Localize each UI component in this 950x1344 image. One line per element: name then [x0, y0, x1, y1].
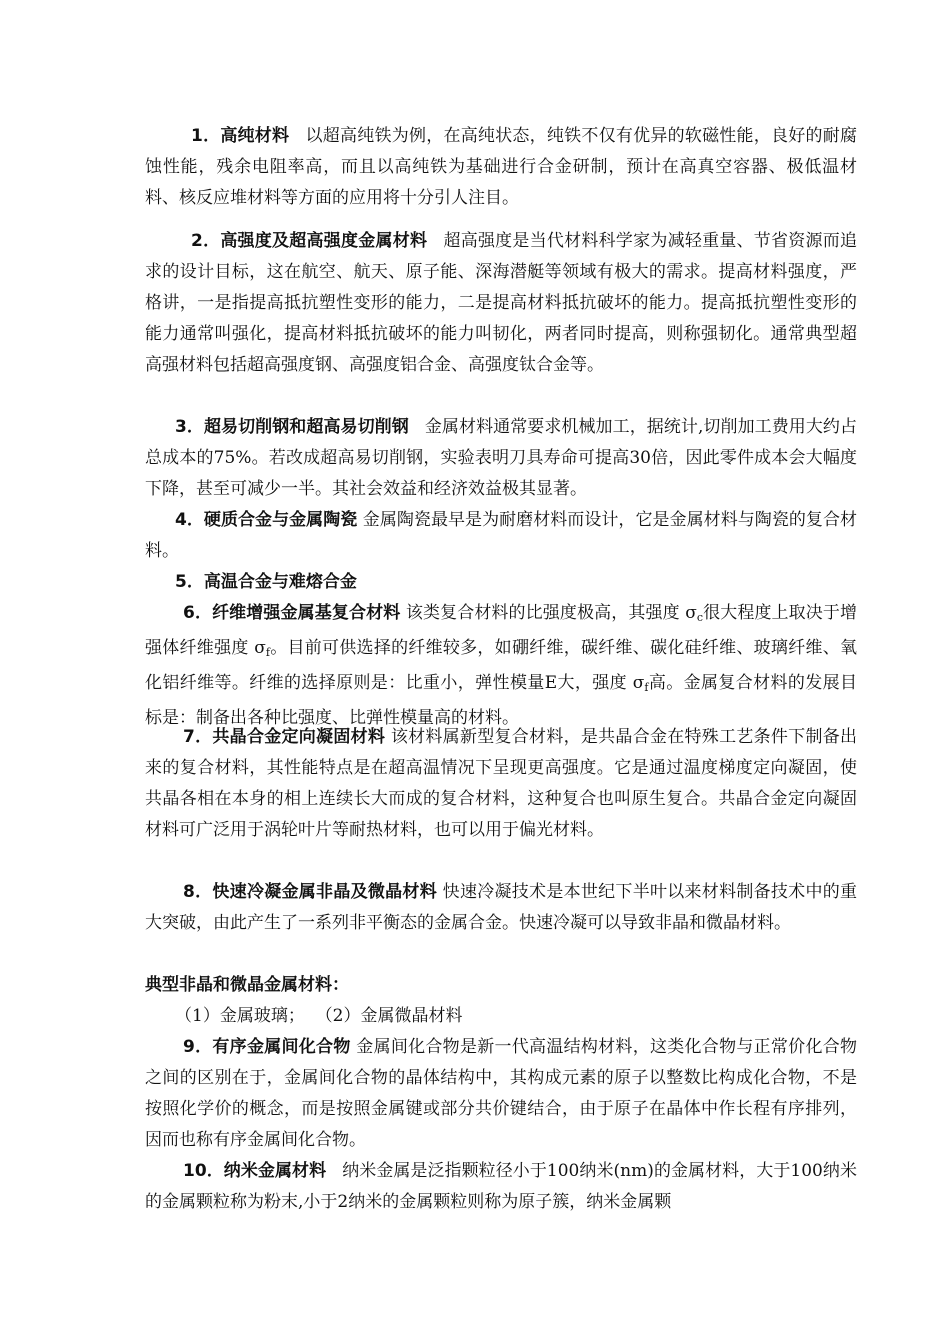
- section-6-body-a: 该类复合材料的比强度极高，其强度 σ: [405, 603, 697, 623]
- section-7-title: 共晶合金定向凝固材料: [212, 727, 386, 747]
- section-9-title: 有序金属间化合物: [212, 1037, 351, 1057]
- section-1-title: 高纯材料: [220, 126, 290, 146]
- section-4-number: 4．: [175, 510, 204, 530]
- section-6: [145, 598, 857, 734]
- section-10-title: 纳米金属材料: [223, 1161, 327, 1181]
- section-6-body-d: 高。金属复合材料的发展目标是：制备出各种比强度、比弹性模量高的材料。: [145, 673, 858, 728]
- section-5-number: 5．: [175, 572, 204, 592]
- section-9: [145, 1032, 857, 1156]
- section-2-title: 高强度及超高强度金属材料: [220, 231, 428, 251]
- section-9-body: 金属间化合物是新一代高温结构材料，这类化合物与正常价化合物之间的区别在于，金属间化合物的晶体结构中，其构成元素的原子以整数比构成化合物，不是按照化学价的概念，而是按照金属键或部分共价键结合，由于原子在晶体中作长程有序排列，因而也称有序金属间化合物。: [145, 1037, 858, 1150]
- subscript-c: c: [696, 611, 703, 624]
- section-5: [145, 567, 857, 598]
- section-7: [145, 722, 857, 846]
- section-6-number: 6．: [183, 603, 213, 623]
- amorphous-items: [145, 1001, 857, 1032]
- section-4: [145, 505, 857, 567]
- section-4-title: 硬质合金与金属陶瓷: [203, 510, 358, 530]
- section-8-body: 快速冷凝技术是本世纪下半叶以来材料制备技术中的重大突破，由此产生了一系列非平衡态的金属合金。快速冷凝可以导致非晶和微晶材料。: [145, 882, 858, 933]
- section-7-number: 7．: [183, 727, 213, 747]
- section-3: [145, 412, 857, 505]
- section-2-number: 2．: [191, 231, 221, 251]
- subscript-f-2: f: [644, 681, 649, 694]
- section-6-body-b: 很大程度上取决于增强体纤维强度 σ: [145, 603, 858, 658]
- amorphous-items-text: （1）金属玻璃； （2）金属微晶材料: [175, 1006, 463, 1026]
- section-10-number: 10．: [183, 1161, 224, 1181]
- section-9-number: 9．: [183, 1037, 213, 1057]
- section-1-number: 1．: [191, 126, 221, 146]
- subheading-text: 典型非晶和微晶金属材料：: [145, 975, 349, 995]
- section-3-number: 3．: [175, 417, 204, 437]
- section-8-title: 快速冷凝金属非晶及微晶材料: [212, 882, 437, 902]
- section-3-title: 超易切削钢和超高易切削钢: [203, 417, 409, 437]
- subheading-amorphous: [145, 970, 857, 1001]
- section-2-body: 超高强度是当代材料科学家为减轻重量、节省资源而追求的设计目标，这在航空、航天、原子能、深海潜艇等领域有极大的需求。提高材料强度，严格讲，一是指提高抵抗塑性变形的能力，二是提高材料抵抗破坏的能力。提高抵抗塑性变形的能力通常叫强化，提高材料抵抗破坏的能力叫韧化，两者同时提高，则称强韧化。通常典型超高强材料包括超高强度钢、高强度铝合金、高强度钛合金等。: [145, 231, 858, 375]
- section-3-body: 金属材料通常要求机械加工，据统计,切削加工费用大约占总成本的75%。若改成超高易切削钢，实验表明刀具寿命可提高30倍，因此零件成本会大幅度下降，甚至可减少一半。其社会效益和经济效益极其显著。: [145, 417, 857, 499]
- section-8: [145, 877, 857, 939]
- section-10-body: 纳米金属是泛指颗粒径小于100纳米(nm)的金属材料，大于100纳米的金属颗粒称为粉末,小于2纳米的金属颗粒则称为原子簇，纳米金属颗: [145, 1161, 857, 1212]
- section-10: [145, 1156, 857, 1218]
- subscript-f: f: [265, 646, 270, 659]
- section-7-body: 该材料属新型复合材料，是共晶合金在特殊工艺条件下制备出来的复合材料，其性能特点是在超高温情况下呈现更高强度。它是通过温度梯度定向凝固，使共晶各相在本身的相上连续长大而成的复合材料，这种复合也叫原生复合。共晶合金定向凝固材料可广泛用于涡轮叶片等耐热材料，也可以用于偏光材料。: [145, 727, 858, 840]
- section-5-title: 高温合金与难熔合金: [203, 572, 357, 592]
- section-1: [145, 121, 857, 214]
- section-6-body-c: 。目前可供选择的纤维较多，如硼纤维，碳纤维、碳化硅纤维、玻璃纤维、氧化铝纤维等。纤维的选择原则是：比重小，弹性模量E大，强度 σ: [145, 638, 857, 693]
- section-1-body: 以超高纯铁为例，在高纯状态，纯铁不仅有优异的软磁性能，良好的耐腐蚀性能，残余电阻率高，而且以高纯铁为基础进行合金研制，预计在高真空容器、极低温材料、核反应堆材料等方面的应用将十分引人注目。: [145, 126, 857, 208]
- section-4-body: 金属陶瓷最早是为耐磨材料而设计，它是金属材料与陶瓷的复合材料。: [145, 510, 858, 561]
- section-6-title: 纤维增强金属基复合材料: [212, 603, 401, 623]
- section-2: [145, 226, 857, 381]
- section-8-number: 8．: [183, 882, 213, 902]
